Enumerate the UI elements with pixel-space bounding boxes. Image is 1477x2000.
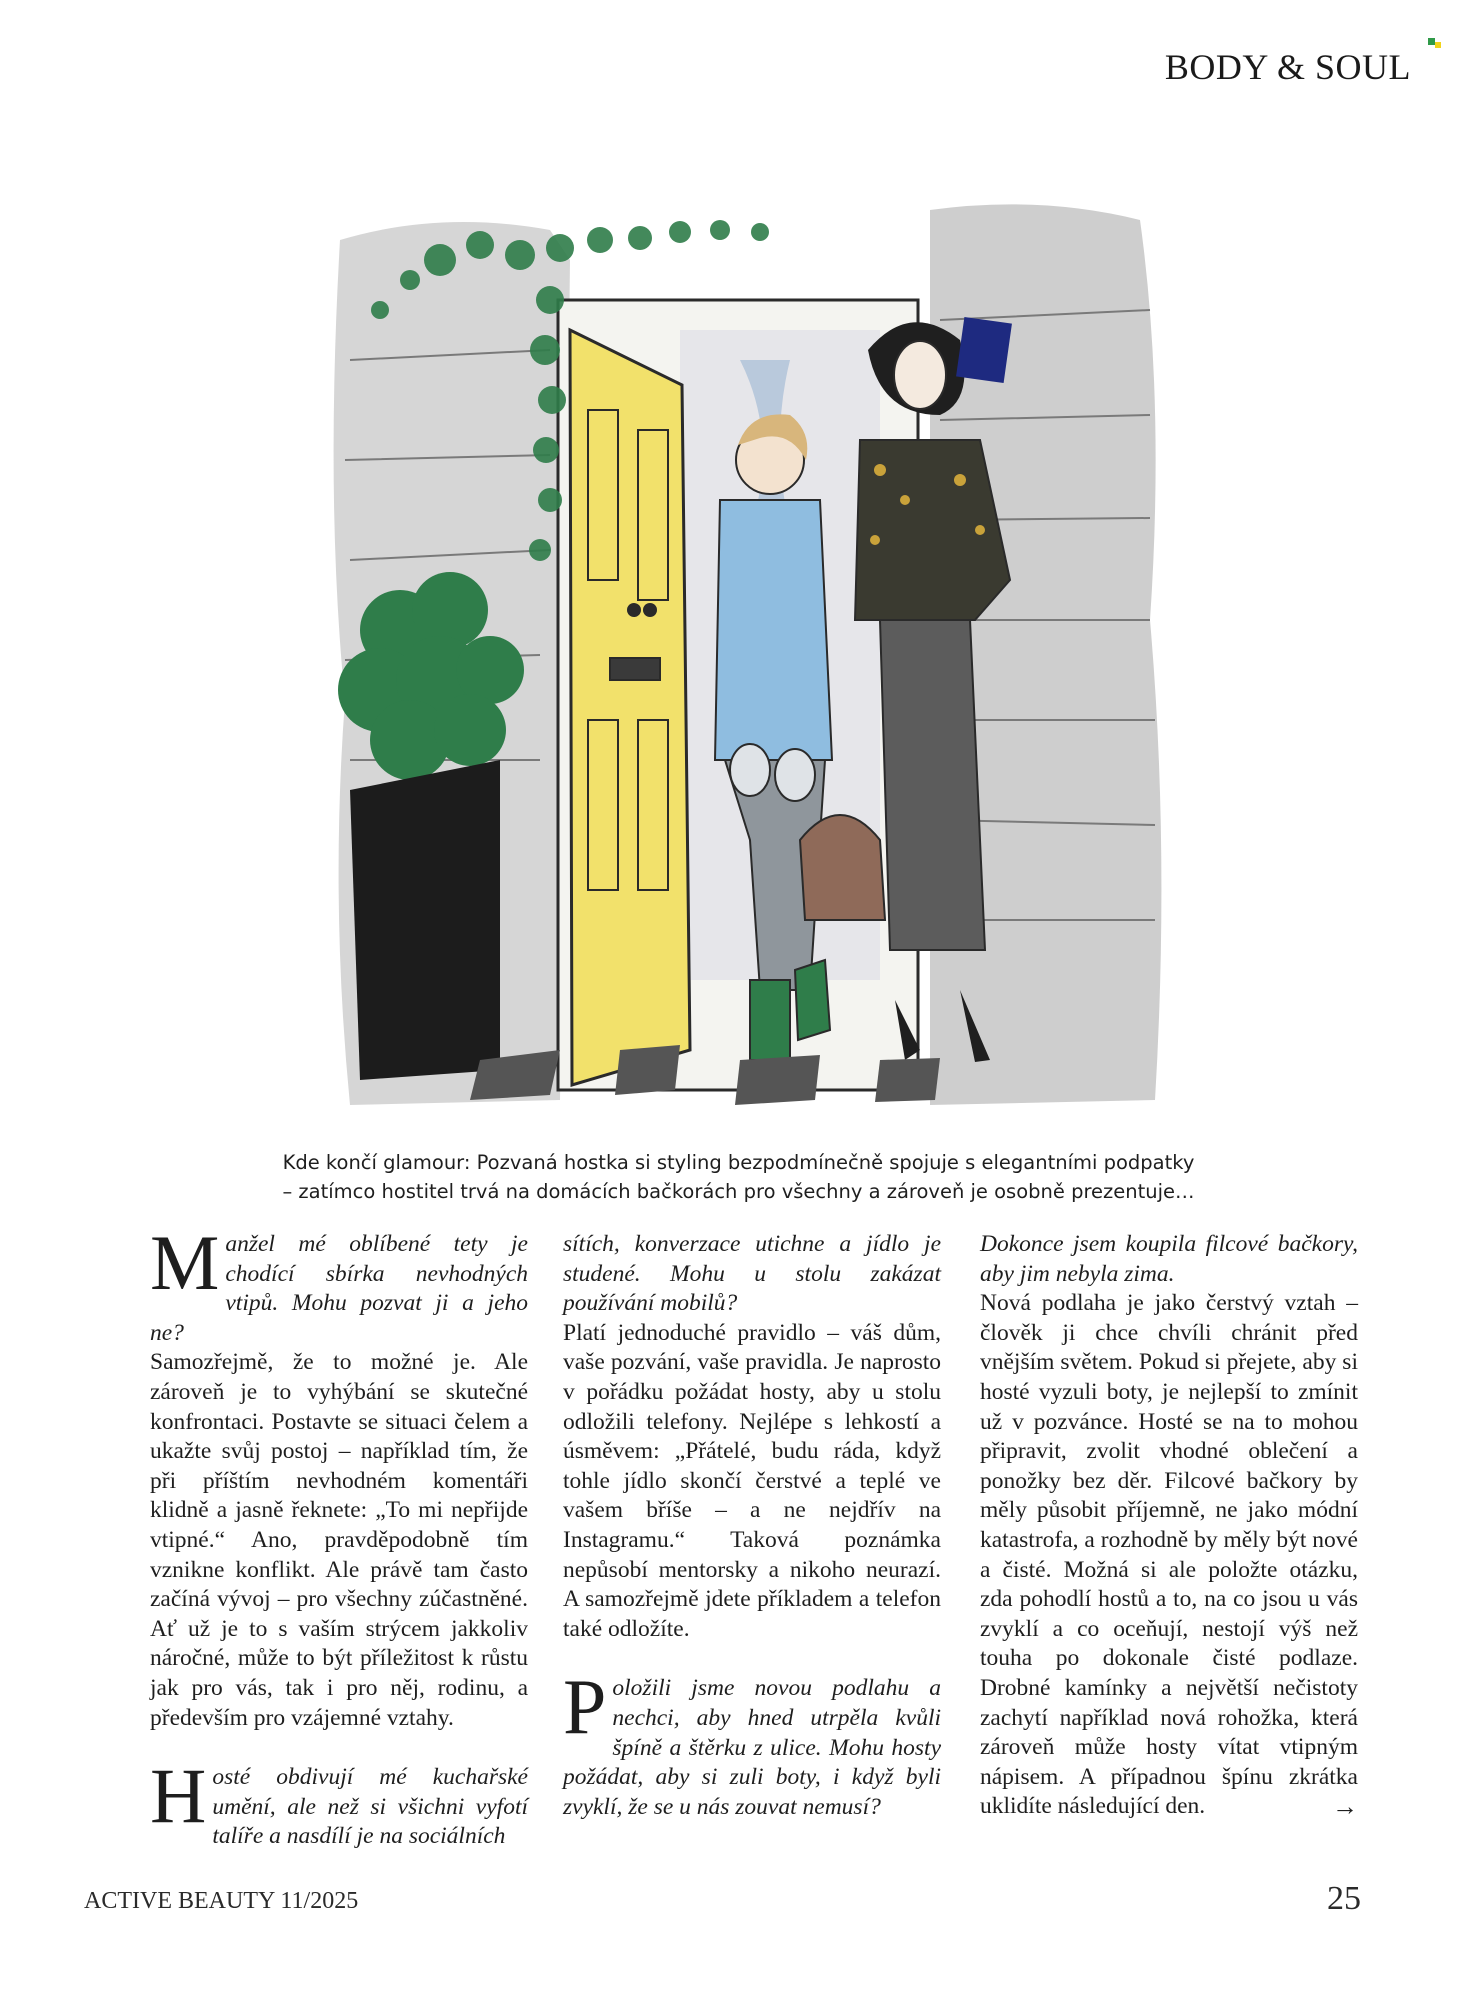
arrow-right-icon: → [1332, 1792, 1358, 1822]
illustration-door-scene [320, 200, 1180, 1140]
brand-dots-icon [1428, 38, 1442, 52]
question-2 [150, 1752, 528, 1852]
page-number: 25 [1327, 1880, 1361, 1917]
column-3 [980, 1230, 1358, 1822]
drop-cap: M [150, 1219, 220, 1306]
drop-cap: H [150, 1752, 207, 1840]
question-3-continued: Dokonce jsem koupila filcové bačkory, aby jim nebyla zima. [980, 1231, 1358, 1287]
question-3 [563, 1663, 941, 1822]
answer-3-text: Nová podlaha je jako čerstvý vztah – člověk ji chce chvíli chránit před vnějším světem. Pokud si přejete, aby si hosté vyzuli boty, je nejlepší to zmínit už v pozvánce. Hosté se na to mohou připravit, zvolit vhodné oblečení a ponožky bez děr. Filcové bačkory by měly působit příjemně, ne jako módní katastrofa, a rozhodně by měly být nové a čisté. Možná si ale položte otázku, zda pohodlí hostů a to, na co jsou u vás zvyklí a co oceňují, nestojí výš než touha po dokonale čisté podlaze. Drobné kamínky a největší nečistoty zachytí například nová rohožka, která zároveň může hosty vítat vtipným nápisem. A případnou špínu zkrátka uklidíte následující den. [980, 1290, 1358, 1820]
caption-line-2: – zatímco hostitel trvá na domácích bačkorách pro všechny a zároveň je osobně prezentuje… [282, 1180, 1195, 1203]
question-1 [150, 1219, 528, 1348]
question-1-text: anžel mé oblíbené tety je chodící sbírka nevhodných vtipů. Mohu pozvat ji a jeho ne? [150, 1231, 528, 1346]
column-2 [563, 1230, 941, 1822]
question-2-text: osté obdivují mé kuchařské umění, ale než si všichni vyfotí talíře a nasdílí je na sociálních [212, 1764, 528, 1850]
caption-line-1: Kde končí glamour: Pozvaná hostka si styling bezpodmínečně spojuje s elegantními podpatky [282, 1151, 1195, 1174]
answer-2: Platí jednoduché pravidlo – váš dům, vaše pozvání, vaše pravidla. Je naprosto v pořádku požádat hosty, aby u stolu odložili telefony. Nejlépe s lehkostí a úsměvem: „Přátelé, budu ráda, když tohle jídlo skončí čerstvé a teplé ve vašem bříše – a ne nejdřív na Instagramu.“ Taková poznámka nepůsobí mentorsky a nikoho neurazí. A samozřejmě jdete příkladem a telefon také odložíte. [563, 1319, 941, 1642]
question-3-text: oložili jsme novou podlahu a nechci, aby hned utrpěla kvůli špíně a štěrku z ulice. Mohu hosty požádat, aby si zuli boty, i když byli zvyklí, že se u nás zouvat nemusí? [563, 1675, 941, 1820]
answer-3 [980, 1289, 1358, 1822]
column-1 [150, 1219, 528, 1852]
drop-cap: P [563, 1663, 607, 1751]
publication-footer: ACTIVE BEAUTY 11/2025 [84, 1888, 359, 1914]
answer-1: Samozřejmě, že to možné je. Ale zároveň je to vyhýbání se skutečné konfrontaci. Postavte se situaci čelem a ukažte svůj postoj – například tím, že při příštím nevhodném komentáři klidně a jasně řeknete: „To mi nepřijde vtipné.“ Ano, pravděpodobně tím vznikne konflikt. Ale právě tam často začíná vývoj – pro všechny zúčastněné. Ať už je to s vaším strýcem jakkoliv náročné, může to být příležitost k růstu jak pro vás, tak i pro něj, rodinu, a především pro vzájemné vztahy. [150, 1349, 528, 1731]
question-2-continued: sítích, konverzace utichne a jídlo je studené. Mohu u stolu zakázat používání mobilů? [563, 1231, 941, 1317]
image-caption [150, 1148, 1327, 1206]
section-label: BODY & SOUL [1164, 47, 1411, 87]
